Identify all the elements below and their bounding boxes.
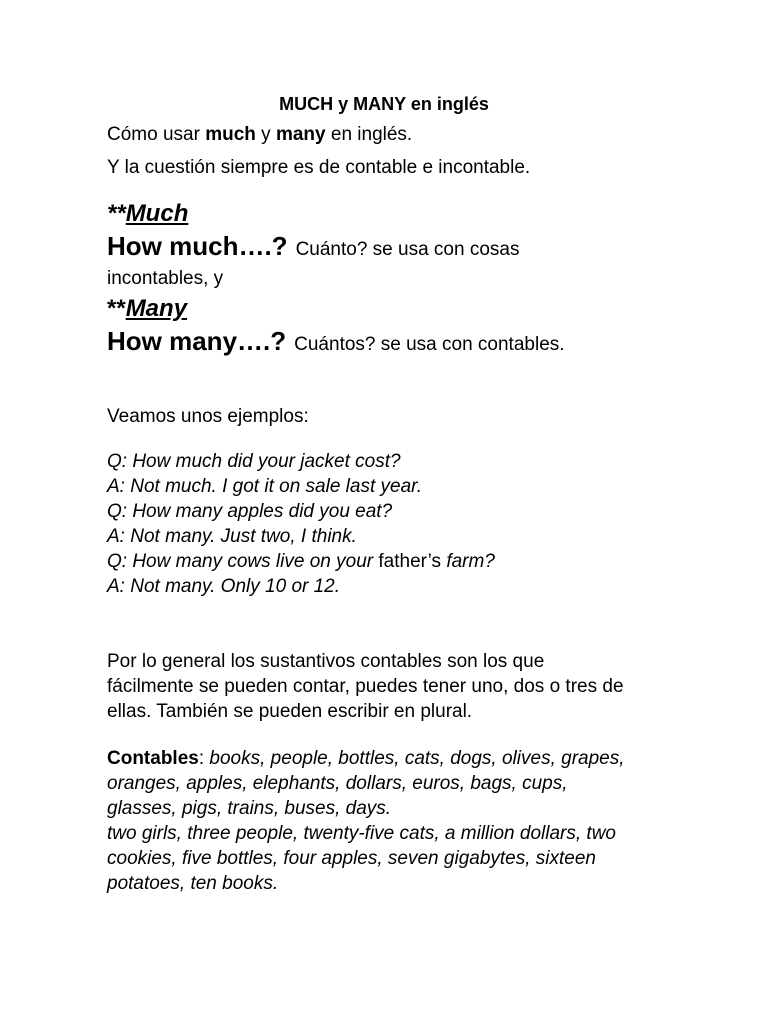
contables-line: glasses, pigs, trains, buses, days. (107, 798, 392, 819)
much-description-cont: incontables, y (107, 268, 224, 289)
many-question: How many….? (107, 326, 287, 356)
intro-text: y (255, 124, 276, 145)
contables-line: cookies, five bottles, four apples, seven gigabytes, sixteen (107, 848, 596, 869)
example-line: A: Not many. Just two, I think. (107, 526, 357, 547)
general-line: Por lo general los sustantivos contables son los que (107, 651, 545, 672)
example-father: father’s (378, 551, 442, 572)
general-line: ellas. También se pueden escribir en plural. (107, 701, 473, 722)
intro-text: Cómo usar (107, 124, 206, 145)
much-question: How much….? (107, 231, 288, 261)
example-line: Q: How many apples did you eat? (107, 501, 393, 522)
intro-line-2: Y la cuestión siempre es de contable e incontable. (107, 157, 531, 178)
example-text: Q: How many cows live on your (107, 551, 379, 572)
contables-line: potatoes, ten books. (107, 873, 279, 894)
much-word: Much (125, 200, 189, 227)
example-line (107, 549, 495, 574)
much-stars: ** (107, 200, 126, 227)
examples-intro: Veamos unos ejemplos: (107, 406, 309, 427)
contables-text: books, people, bottles, cats, dogs, olives, grapes, (209, 748, 625, 769)
intro-line-1 (107, 122, 412, 147)
contables-colon: : (198, 748, 210, 769)
contables-line (107, 746, 625, 771)
contables-line: two girls, three people, twenty-five cats, a million dollars, two (107, 823, 616, 844)
intro-much: much (205, 124, 256, 145)
many-heading (107, 294, 187, 324)
example-line: Q: How much did your jacket cost? (107, 451, 401, 472)
many-description: Cuántos? se usa con contables. (294, 334, 565, 355)
general-line: fácilmente se pueden contar, puedes tener uno, dos o tres de (107, 676, 624, 697)
many-word: Many (125, 295, 188, 322)
page-title: MUCH y MANY en inglés (279, 94, 489, 114)
many-stars: ** (107, 295, 126, 322)
intro-many: many (275, 124, 326, 145)
contables-line: oranges, apples, elephants, dollars, euros, bags, cups, (107, 773, 568, 794)
much-heading (107, 199, 188, 229)
many-question-line (107, 325, 565, 361)
example-line: A: Not much. I got it on sale last year. (107, 476, 423, 497)
example-text: farm? (441, 551, 495, 572)
contables-label: Contables (107, 748, 199, 769)
much-description: Cuánto? se usa con cosas (295, 239, 520, 260)
intro-text: en inglés. (325, 124, 413, 145)
much-question-line (107, 230, 519, 266)
example-line: A: Not many. Only 10 or 12. (107, 576, 341, 597)
